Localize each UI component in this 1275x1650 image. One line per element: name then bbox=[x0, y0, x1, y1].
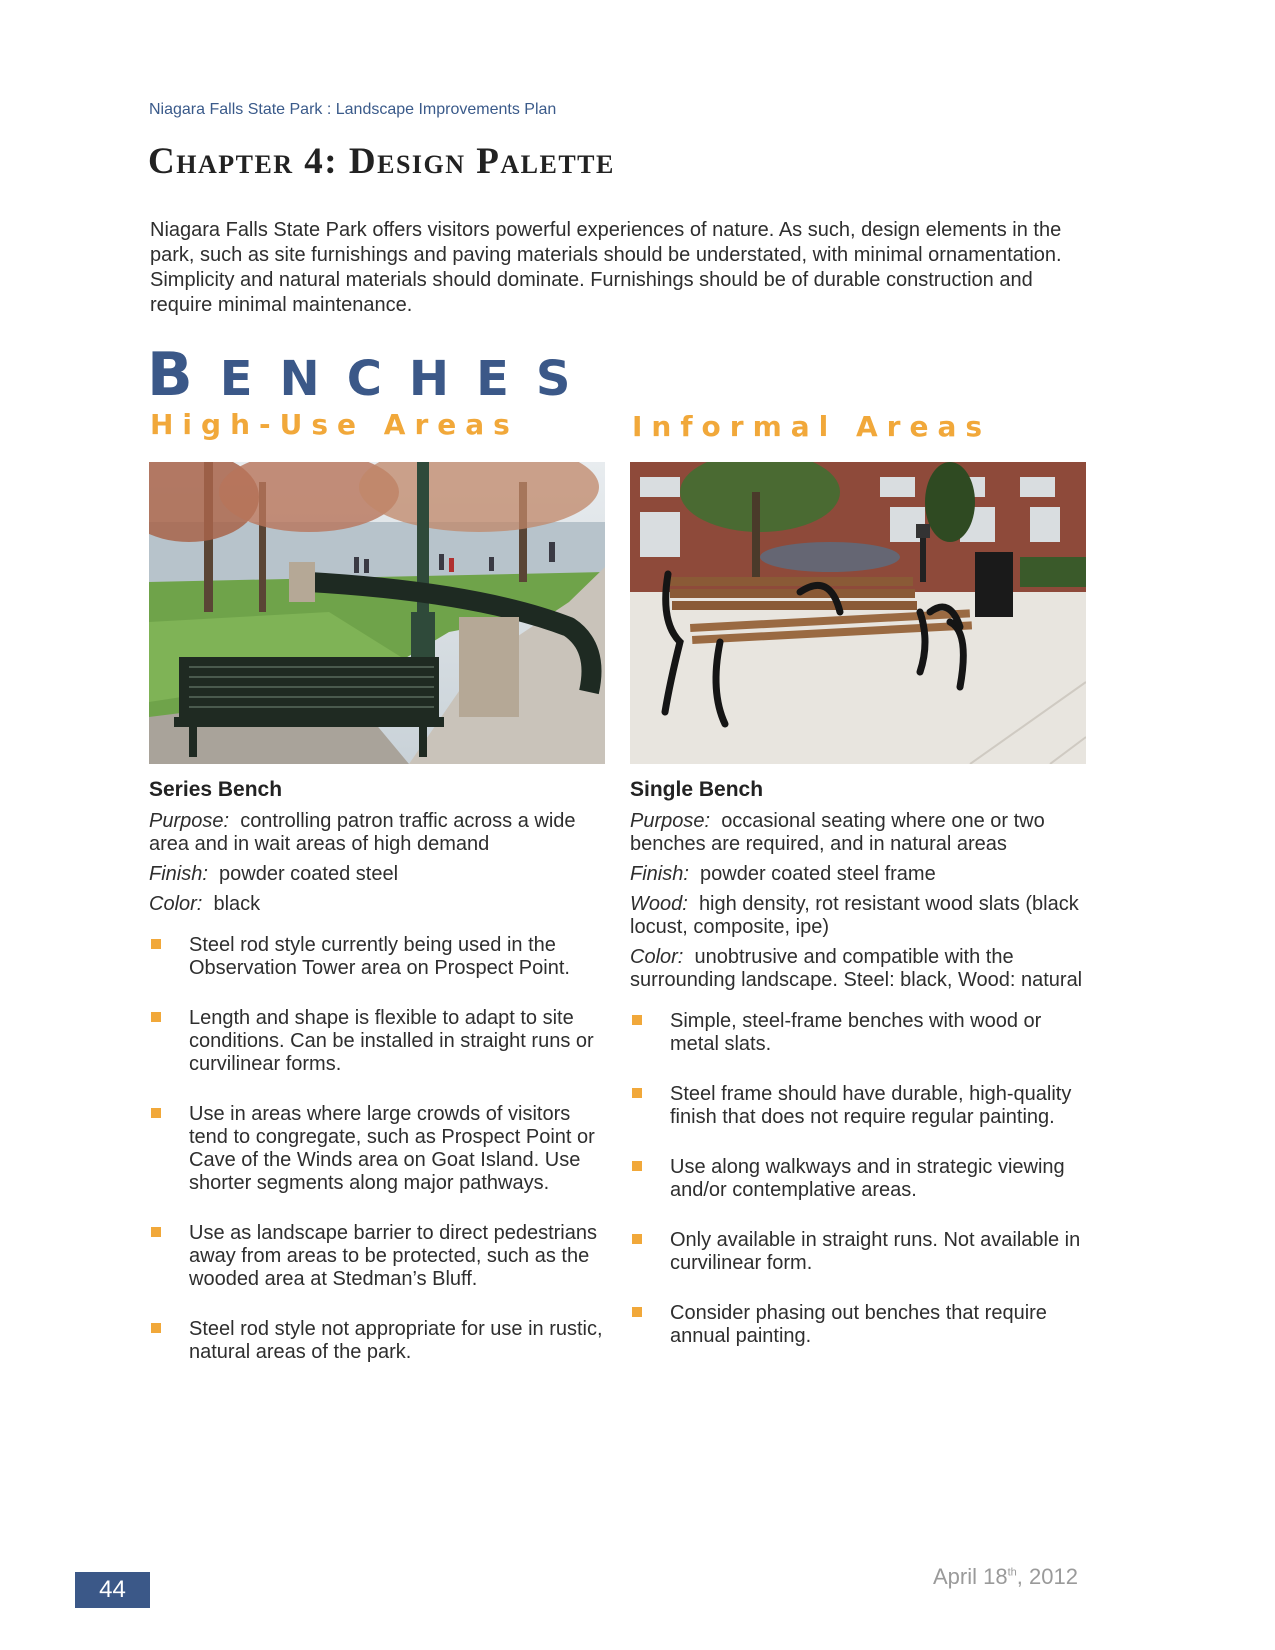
list-item: Steel rod style currently being used in the Observation Tower area on Prospect Point. bbox=[149, 934, 609, 980]
section-title-initial: B bbox=[147, 340, 220, 410]
product-name-single-bench: Single Bench bbox=[630, 778, 764, 801]
bullet-list-single-bench bbox=[630, 1010, 1090, 1348]
spec-wood bbox=[630, 893, 1090, 939]
list-item: Steel rod style not appropriate for use in rustic, natural areas of the park. bbox=[149, 1318, 609, 1364]
spec-color-label: Color: bbox=[149, 893, 203, 915]
bullet-square-icon bbox=[151, 1227, 161, 1237]
spec-wood-label: Wood: bbox=[630, 893, 688, 915]
bullet-square-icon bbox=[632, 1307, 642, 1317]
bullet-square-icon bbox=[632, 1161, 642, 1171]
running-header: Niagara Falls State Park : Landscape Improvements Plan bbox=[149, 101, 557, 118]
series-bench-photo bbox=[149, 462, 605, 764]
section-title-rest: ENCHES bbox=[219, 351, 598, 407]
bullet-square-icon bbox=[632, 1234, 642, 1244]
chapter-title: Chapter 4: Design Palette bbox=[148, 141, 615, 182]
spec-color-label: Color: bbox=[630, 946, 684, 968]
spec-finish bbox=[149, 863, 609, 886]
spec-purpose bbox=[630, 810, 1090, 856]
spec-purpose-value: occasional seating where one or two benches are required, and in natural areas bbox=[630, 810, 1045, 855]
subheading-informal: Informal Areas bbox=[632, 410, 992, 443]
page-number: 44 bbox=[75, 1572, 150, 1608]
spec-purpose-value: controlling patron traffic across a wide area and in wait areas of high demand bbox=[149, 810, 576, 855]
list-item: Use along walkways and in strategic viewing and/or contemplative areas. bbox=[630, 1156, 1090, 1202]
bullet-square-icon bbox=[151, 1012, 161, 1022]
spec-finish-value: powder coated steel frame bbox=[700, 863, 936, 885]
footer-date: April 18th, 2012 bbox=[933, 1564, 1078, 1589]
spec-color bbox=[149, 893, 609, 916]
bullet-square-icon bbox=[632, 1088, 642, 1098]
spec-color-value: unobtrusive and compatible with the surrounding landscape. Steel: black, Wood: natural bbox=[630, 946, 1083, 991]
column-informal bbox=[630, 462, 1090, 1375]
list-item: Steel frame should have durable, high-quality finish that does not require regular painting. bbox=[630, 1083, 1090, 1129]
list-item: Consider phasing out benches that require annual painting. bbox=[630, 1302, 1090, 1348]
list-item: Length and shape is flexible to adapt to site conditions. Can be installed in straight runs or curvilinear forms. bbox=[149, 1007, 609, 1076]
subheading-high-use: High-Use Areas bbox=[150, 408, 519, 441]
spec-purpose-label: Purpose: bbox=[149, 810, 230, 832]
list-item: Only available in straight runs. Not available in curvilinear form. bbox=[630, 1229, 1090, 1275]
list-item: Simple, steel-frame benches with wood or metal slats. bbox=[630, 1010, 1090, 1056]
single-bench-photo bbox=[630, 462, 1086, 764]
spec-color-value: black bbox=[213, 893, 261, 915]
spec-finish-label: Finish: bbox=[630, 863, 689, 885]
bullet-square-icon bbox=[151, 1108, 161, 1118]
spec-finish-value: powder coated steel bbox=[219, 863, 399, 885]
column-high-use bbox=[149, 462, 609, 1391]
bullet-square-icon bbox=[151, 1323, 161, 1333]
spec-purpose bbox=[149, 810, 609, 856]
spec-color bbox=[630, 946, 1090, 992]
spec-purpose-label: Purpose: bbox=[630, 810, 711, 832]
spec-wood-value: high density, rot resistant wood slats (black locust, composite, ipe) bbox=[630, 893, 1079, 938]
spec-finish-label: Finish: bbox=[149, 863, 208, 885]
list-item: Use as landscape barrier to direct pedestrians away from areas to be protected, such as the wooded area at Stedman’s Bluff. bbox=[149, 1222, 609, 1291]
product-name-series-bench: Series Bench bbox=[149, 778, 283, 801]
bullet-list-series-bench bbox=[149, 934, 609, 1364]
list-item: Use in areas where large crowds of visitors tend to congregate, such as Prospect Point or Cave of the Winds area on Goat Island. Use shorter segments along major pathways. bbox=[149, 1103, 609, 1195]
bullet-square-icon bbox=[632, 1015, 642, 1025]
spec-finish bbox=[630, 863, 1090, 886]
bullet-square-icon bbox=[151, 939, 161, 949]
section-title-benches bbox=[147, 340, 597, 410]
intro-paragraph: Niagara Falls State Park offers visitors powerful experiences of nature. As such, design elements in the park, such as site furnishings and paving materials should be understated, with minimal ornamentation. Simplicity and natural materials should dominate. Furnishings should be of durable construction and require minimal maintenance. bbox=[150, 219, 1062, 316]
